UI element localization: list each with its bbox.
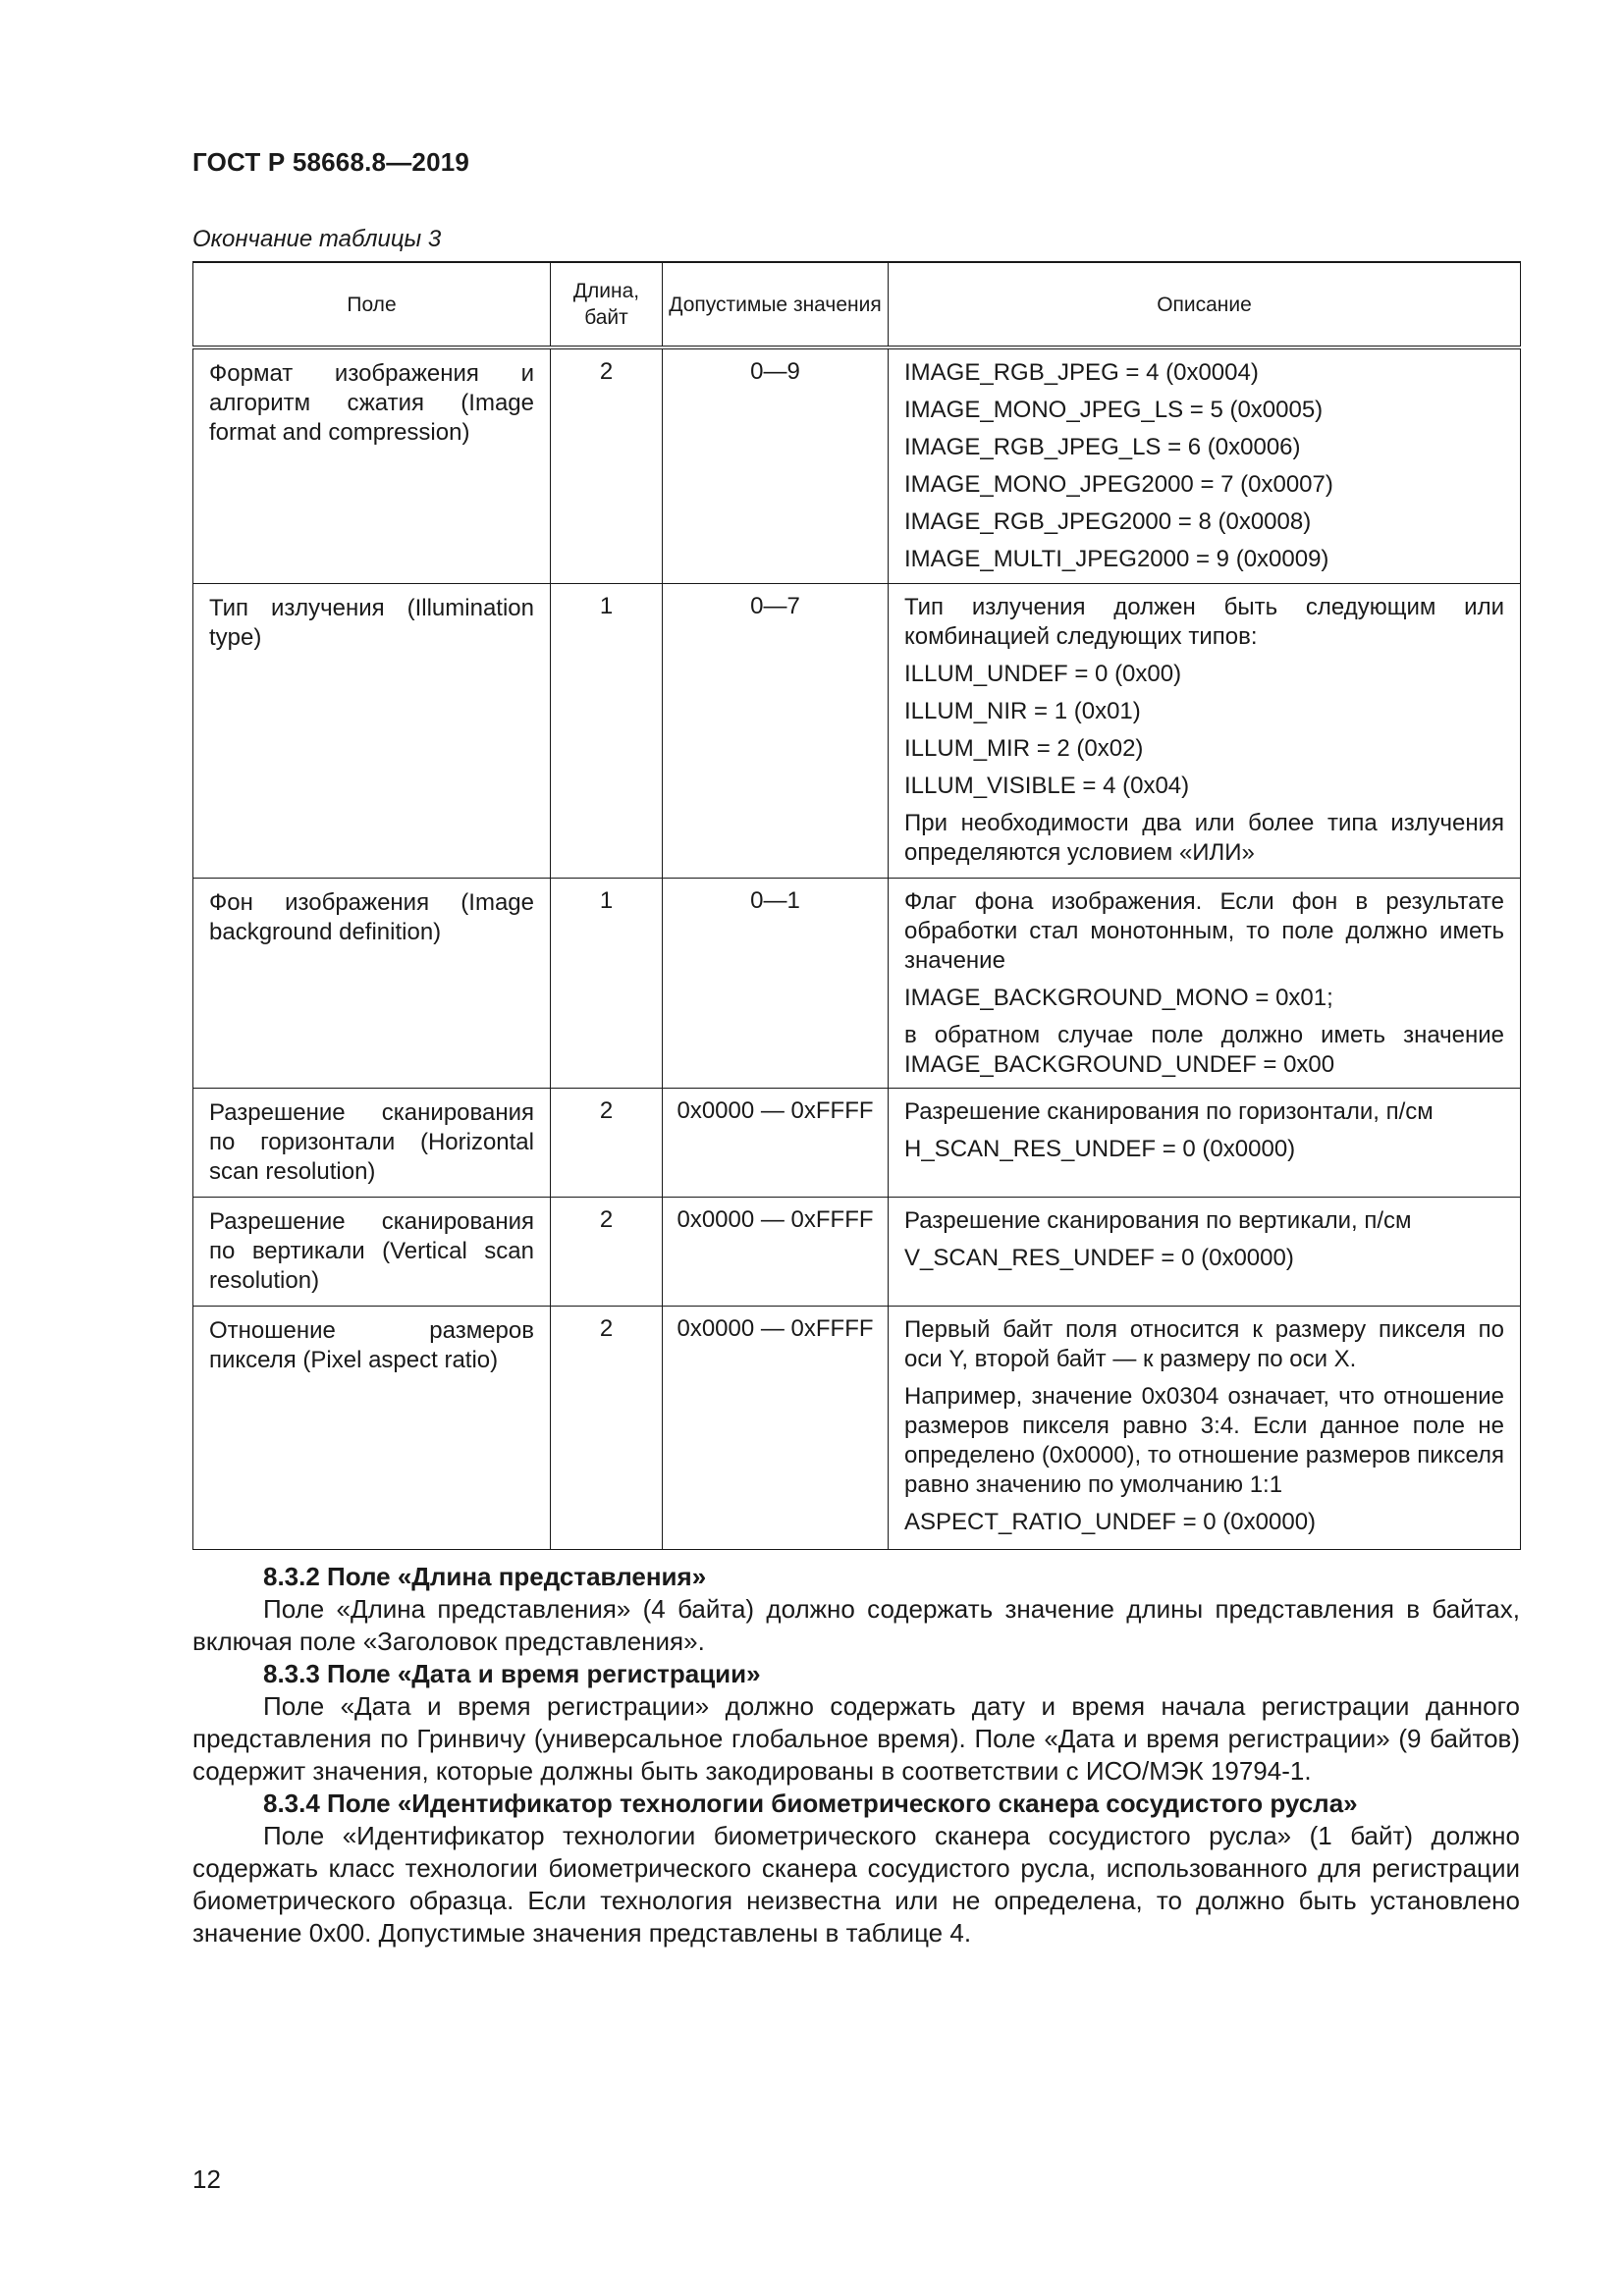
- table-row: [193, 347, 1521, 583]
- cell-description: [889, 583, 1521, 878]
- cell-field: Фон изображения (Image background definition): [193, 878, 551, 1088]
- cell-values: 0x0000 — 0xFFFF: [663, 1088, 889, 1197]
- description-line: V_SCAN_RES_UNDEF = 0 (0x0000): [904, 1244, 1294, 1271]
- table-caption: Окончание таблицы 3: [192, 226, 442, 252]
- description-line: IMAGE_BACKGROUND_MONO = 0x01;: [904, 984, 1333, 1011]
- cell-values: 0—7: [663, 583, 889, 878]
- description-line: IMAGE_RGB_JPEG = 4 (0x0004): [904, 359, 1259, 386]
- description-line: ILLUM_UNDEF = 0 (0x00): [904, 660, 1182, 687]
- section-paragraph: Поле «Дата и время регистрации» должно содержать дату и время начала регистрации данного представления по Гринвичу (универсальное глобальное время). Поле «Дата и время регистрации» (9 байтов) содержит значения, которые должны быть закодированы в соответствии с ИСО/МЭК 19794-1.: [192, 1691, 1520, 1786]
- document-code: ГОСТ Р 58668.8—2019: [192, 147, 470, 177]
- description-line: IMAGE_MULTI_JPEG2000 = 9 (0x0009): [904, 546, 1329, 572]
- cell-length: 2: [551, 1306, 663, 1549]
- cell-length: 2: [551, 347, 663, 583]
- cell-values: 0x0000 — 0xFFFF: [663, 1306, 889, 1549]
- cell-field: Разрешение сканирования по вертикали (Vertical scan resolution): [193, 1197, 551, 1306]
- column-header-length: Длина, байт: [551, 262, 663, 347]
- cell-length: 1: [551, 878, 663, 1088]
- description-line: ILLUM_MIR = 2 (0x02): [904, 734, 1144, 762]
- table-row: [193, 1088, 1521, 1197]
- cell-values: 0—1: [663, 878, 889, 1088]
- section-paragraph: Поле «Идентификатор технологии биометрического сканера сосудистого русла» (1 байт) должно содержать класс технологии биометрического сканера сосудистого русла, использованного для регистрации биометрического образца. Если технология неизвестна или не определена, то должно быть установлено значение 0x00. Допустимые значения представлены в таблице 4.: [192, 1821, 1520, 1948]
- cell-values: 0—9: [663, 347, 889, 583]
- description-line: ILLUM_NIR = 1 (0x01): [904, 697, 1141, 724]
- section-heading: 8.3.2 Поле «Длина представления»: [263, 1562, 707, 1591]
- description-line: H_SCAN_RES_UNDEF = 0 (0x0000): [904, 1135, 1296, 1162]
- description-line: IMAGE_RGB_JPEG2000 = 8 (0x0008): [904, 508, 1312, 535]
- cell-description: [889, 1197, 1521, 1306]
- table-row: [193, 878, 1521, 1088]
- cell-field: Формат изображения и алгоритм сжатия (Image format and compression): [193, 347, 551, 583]
- description-line: Первый байт поля относится к размеру пикселя по оси Y, второй байт — к размеру по оси X.: [904, 1315, 1504, 1372]
- description-line: в обратном случае поле должно иметь значение IMAGE_BACKGROUND_UNDEF = 0x00: [904, 1021, 1504, 1078]
- cell-field: Тип излучения (Illumination type): [193, 583, 551, 878]
- cell-values: 0x0000 — 0xFFFF: [663, 1197, 889, 1306]
- spec-table: [192, 261, 1521, 1550]
- column-header-description: Описание: [889, 262, 1521, 347]
- cell-length: 2: [551, 1088, 663, 1197]
- table-row: [193, 1306, 1521, 1549]
- cell-description: [889, 1088, 1521, 1197]
- cell-field: Разрешение сканирования по горизонтали (Horizontal scan resolution): [193, 1088, 551, 1197]
- section-heading: 8.3.3 Поле «Дата и время регистрации»: [263, 1659, 761, 1688]
- description-line: Например, значение 0x0304 означает, что отношение размеров пикселя равно 3:4. Если данное поле не определено (0x0000), то отношение размеров пикселя равно значению по умолчанию 1:1: [904, 1382, 1504, 1498]
- page-number: 12: [192, 2164, 221, 2194]
- description-line: ASPECT_RATIO_UNDEF = 0 (0x0000): [904, 1508, 1317, 1535]
- column-header-values: Допустимые значения: [663, 262, 889, 347]
- table-row: [193, 1197, 1521, 1306]
- cell-description: [889, 1306, 1521, 1549]
- table-header-row: [193, 262, 1521, 347]
- description-line: ILLUM_VISIBLE = 4 (0x04): [904, 772, 1190, 799]
- description-line: IMAGE_MONO_JPEG_LS = 5 (0x0005): [904, 397, 1324, 423]
- description-line: Разрешение сканирования по вертикали, п/см: [904, 1206, 1412, 1234]
- description-line: Разрешение сканирования по горизонтали, п/см: [904, 1097, 1434, 1125]
- table-row: [193, 583, 1521, 878]
- cell-description: [889, 347, 1521, 583]
- description-line: Тип излучения должен быть следующим или комбинацией следующих типов:: [904, 593, 1504, 650]
- description-line: При необходимости два или более типа излучения определяются условием «ИЛИ»: [904, 809, 1504, 866]
- cell-length: 1: [551, 583, 663, 878]
- description-line: Флаг фона изображения. Если фон в результате обработки стал монотонным, то поле должно иметь значение: [904, 887, 1504, 974]
- cell-description: [889, 878, 1521, 1088]
- description-line: IMAGE_MONO_JPEG2000 = 7 (0x0007): [904, 471, 1333, 498]
- column-header-field: Поле: [193, 262, 551, 347]
- section-heading: 8.3.4 Поле «Идентификатор технологии биометрического сканера сосудистого русла»: [263, 1789, 1358, 1818]
- cell-length: 2: [551, 1197, 663, 1306]
- cell-field: Отношение размеров пикселя (Pixel aspect ratio): [193, 1306, 551, 1549]
- body-text: [192, 1561, 1520, 1949]
- description-line: IMAGE_RGB_JPEG_LS = 6 (0x0006): [904, 434, 1301, 460]
- section-paragraph: Поле «Длина представления» (4 байта) должно содержать значение длины представления в байтах, включая поле «Заголовок представления».: [192, 1594, 1520, 1656]
